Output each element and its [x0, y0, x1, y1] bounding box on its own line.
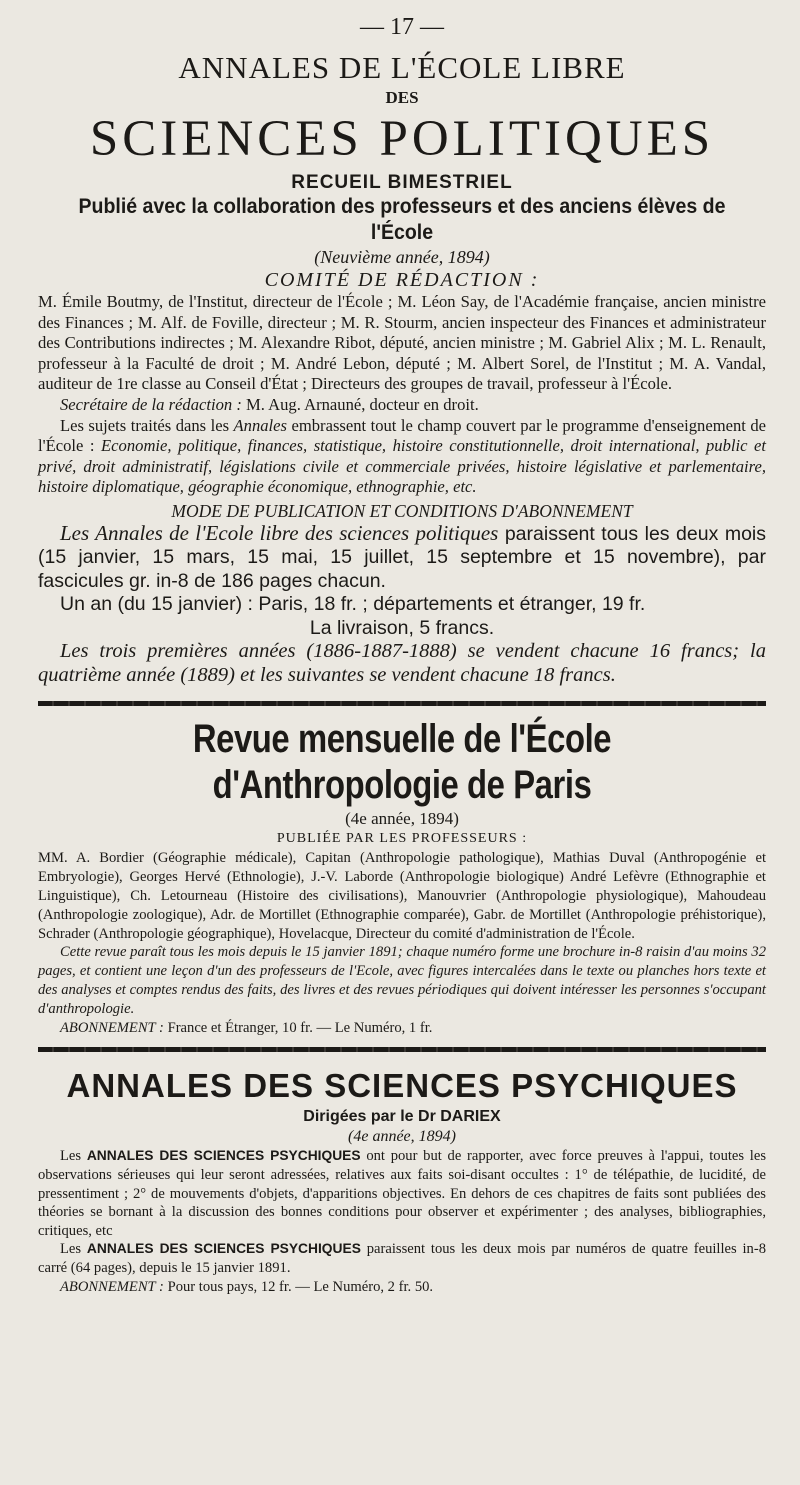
comite-members: M. Émile Boutmy, de l'Institut, directeur de l'École ; M. Léon Say, de l'Académie française, ancien ministre des Finances ; M. Alf. de Foville, directeur ; M. R. Stourm, ancien inspecteur des Finances et administrateur des Contributions indirectes ; M. Alexandre Ribot, député, ancien ministre ; M. Gabriel Alix ; M. L. Renault, professeur à la Faculté de droit ; M. André Lebon, député ; M. Albert Sorel, de l'Institut ; M. A. Vandal, auditeur de 1re classe au Conseil d'État ; Directeurs des groupes de travail, professeur à l'École.: [38, 292, 766, 394]
revue-anthropologie-section: [38, 716, 766, 1037]
psychiques-p1-b: ANNALES DES SCIENCES PSYCHIQUES: [86, 1148, 361, 1164]
section-divider-1: [38, 701, 766, 706]
sujets-a: Les sujets traités dans les: [60, 415, 230, 435]
psychiques-p1-c: ont pour but de rapporter, avec force preuves à l'appui, toutes les observations sérieuses qui leur seront adressées, relatives aux faits soi-disant occultes : 1° de télépathie, de lucidité, de pressentiment ; 2° de mouvements d'objets, d'apparitions objectives. En dehors de ces chapitres de faits sont publiées des théories se bornant à la discussion des bonnes conditions pour observer et expérimenter ; des analyses, bibliographies, critiques, etc: [38, 1148, 767, 1239]
section-divider-2: [38, 1047, 766, 1052]
paraissent-text: paraissent tous les deux mois (15 janvier, 15 mars, 15 mai, 15 juillet, 15 septembre et 15 novembre), par fascicules gr. in-8 de 186 pages chacun.: [38, 522, 766, 592]
secretaire-paragraph: [38, 395, 766, 416]
neuvieme-annee: (Neuvième année, 1894): [314, 247, 490, 267]
publie-line: Publié avec la collaboration des professeurs et des anciens élèves de l'École: [78, 195, 726, 244]
annales-des: DES: [385, 88, 419, 107]
psychiques-abonnement-text: Pour tous pays, 12 fr. — Le Numéro, 2 fr. 50.: [167, 1278, 434, 1295]
recueil-bimestriel: RECUEIL BIMESTRIEL: [291, 172, 513, 193]
annales-psychiques-section: [38, 1066, 766, 1296]
psychiques-dirigees: Dirigées par le Dr DARIEX: [303, 1108, 501, 1126]
secretaire-text: M. Aug. Arnauné, docteur en droit.: [246, 394, 479, 414]
psychiques-annee: (4e année, 1894): [348, 1128, 456, 1146]
psychiques-title: ANNALES DES SCIENCES PSYCHIQUES: [66, 1067, 738, 1105]
revue-annee: (4e année, 1894): [345, 809, 459, 829]
psychiques-p1-a: Les: [60, 1148, 82, 1165]
psychiques-paragraph-2: [38, 1240, 766, 1277]
psychiques-p2-a: Les: [60, 1241, 82, 1258]
revue-publiee: PUBLIÉE PAR LES PROFESSEURS :: [276, 831, 528, 847]
psychiques-p2-c: paraissent tous les deux mois par numéros de quatre feuilles in-8 carré (64 pages), depuis le 15 janvier 1891.: [38, 1241, 766, 1276]
revue-title: Revue mensuelle de l'École d'Anthropologie de Paris: [192, 717, 612, 808]
sujets-paragraph: [38, 416, 766, 498]
sujets-annales: Annales: [233, 415, 287, 435]
un-an-line: Un an (du 15 janvier) : Paris, 18 fr. ; départements et étranger, 19 fr.: [60, 593, 646, 616]
psychiques-p2-b: ANNALES DES SCIENCES PSYCHIQUES: [86, 1241, 361, 1257]
revue-abonnement-label: ABONNEMENT :: [60, 1019, 164, 1036]
secretaire-label: Secrétaire de la rédaction :: [60, 394, 242, 414]
revue-professeurs: MM. A. Bordier (Géographie médicale), Capitan (Anthropologie pathologique), Mathias Duval (Anthropogénie et Embryologie), Georges Hervé (Ethnologie), J.-V. Laborde (Anthropologie biologique) André Lefèvre (Ethnographie et Linguistique), Ch. Letourneau (Histoire des civilisations), Manouvrier (Anthropologie physiologique), Mahoudeau (Anthropologie zoologique), Adr. de Mortillet (Ethnographie comparée), Gabr. de Mortillet (Anthropologie préhistorique), Schrader (Anthropologie géographique), Hovelacque, Directeur du comité d'administration de l'École.: [38, 850, 766, 942]
comite-heading: COMITÉ DE RÉDACTION :: [264, 269, 540, 291]
paraissent-paragraph: [38, 522, 766, 594]
revue-abonnement: [38, 1019, 766, 1038]
psychiques-abonnement-label: ABONNEMENT :: [60, 1278, 164, 1295]
annales-title: ANNALES DE L'ÉCOLE LIBRE: [178, 50, 626, 85]
paraissent-title: Les Annales de l'Ecole libre des sciences politiques: [60, 520, 499, 545]
psychiques-abonnement: [38, 1278, 766, 1297]
sujets-b: embrassent tout le champ couvert par le programme d'enseignement de l'École :: [38, 415, 767, 456]
annales-sciences-politiques-section: [38, 50, 766, 687]
revue-cette-text: Cette revue paraît tous les mois depuis le 15 janvier 1891; chaque numéro forme une brochure in-8 raisin d'au moins 32 pages, et contient une leçon d'un des professeurs de l'Ecole, avec figures intercalées dans le texte ou planches hors texte et des analyses et comptes rendus des faits, des livres et des revues périodiques qui doivent intéresser les personnes s'occupant d'anthropologie.: [38, 944, 766, 1017]
revue-cette: [38, 943, 766, 1018]
sujets-list: Economie, politique, finances, statistique, histoire constitutionnelle, droit international, public et privé, droit administratif, législations civile et commerciale privées, histoire législative et parlementaire, histoire diplomatique, géographie économique, ethnographie, etc.: [38, 436, 766, 497]
livraison-line: La livraison, 5 francs.: [309, 616, 495, 639]
annales-big-title: SCIENCES POLITIQUES: [89, 111, 715, 167]
revue-abonnement-text: France et Étranger, 10 fr. — Le Numéro, 1 fr.: [167, 1019, 433, 1036]
mode-heading: MODE DE PUBLICATION ET CONDITIONS D'ABONNEMENT: [171, 500, 633, 521]
psychiques-paragraph-1: [38, 1147, 766, 1240]
trois-premieres: Les trois premières années (1886-1887-1888) se vendent chacune 16 francs; la quatrième année (1889) et les suivantes se vendent chacune 18 francs.: [38, 640, 766, 686]
page-number: — 17 —: [360, 14, 444, 40]
